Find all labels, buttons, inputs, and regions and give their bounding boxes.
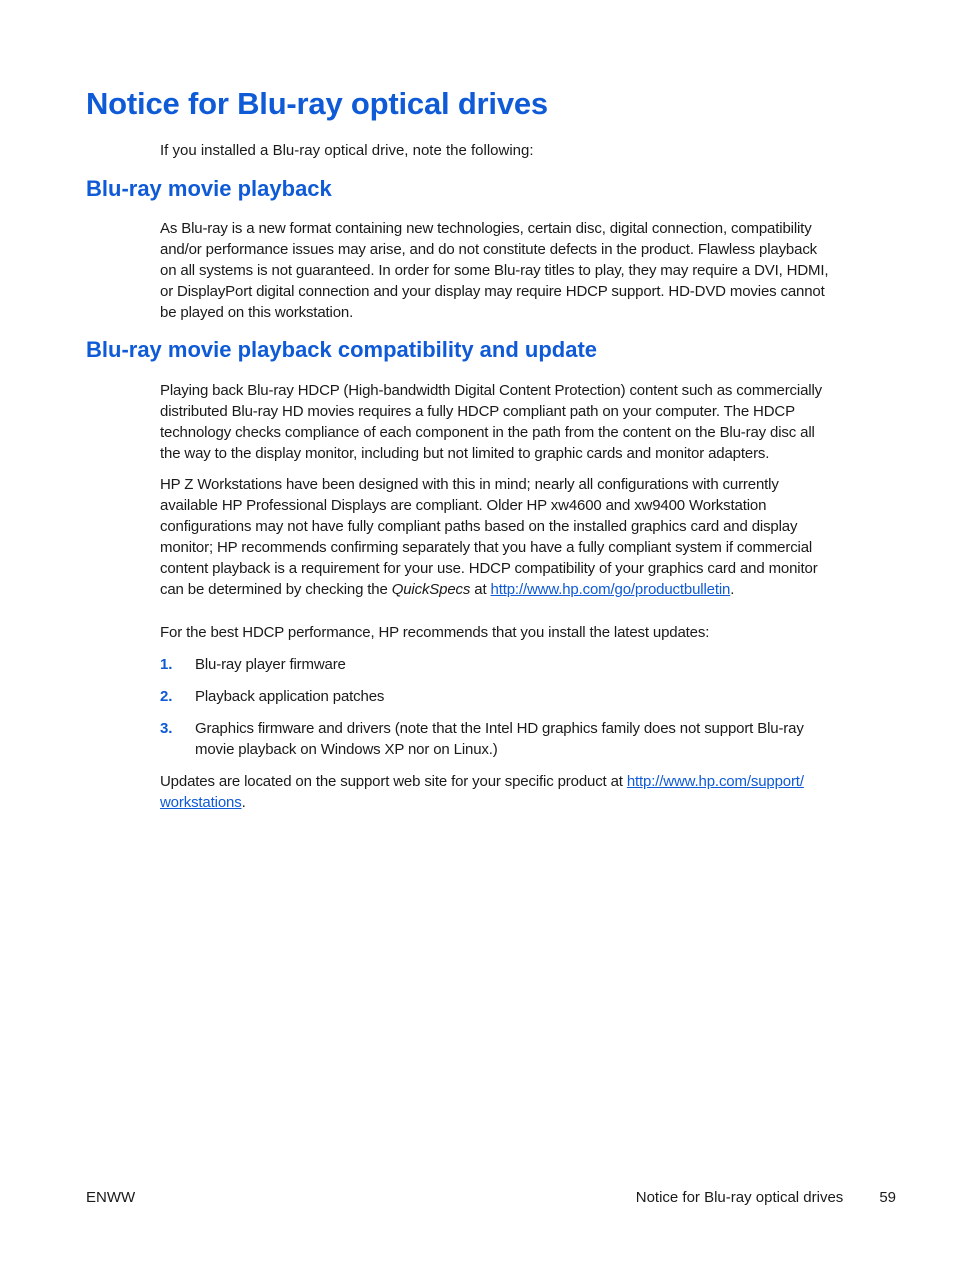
quickspecs-italic: QuickSpecs [391, 581, 471, 598]
text-line [160, 792, 880, 813]
text-fragment: at [470, 581, 491, 598]
footer-title: Notice for Blu-ray optical drives [635, 1189, 844, 1206]
text-fragment: can be determined by checking the [160, 581, 392, 598]
footer-right [636, 1189, 896, 1206]
text-line: configurations may not have fully compliant paths based on the installed graphics card and display [160, 518, 798, 535]
text-line: content playback is a requirement for your use. HDCP compatibility of your graphics card and monitor [160, 560, 818, 577]
best-performance-paragraph: For the best HDCP performance, HP recommends that you install the latest updates: [160, 624, 710, 641]
text-line: or DisplayPort digital connection and your display may require HDCP support. HD-DVD movies cannot [160, 283, 825, 300]
hdcp-paragraph [160, 380, 880, 464]
workstations-paragraph [160, 474, 880, 600]
section-heading-compatibility-and-update: Blu-ray movie playback compatibility and update [86, 337, 598, 362]
text-line: the way to the display monitor, including but not limited to graphic cards and monitor adapters. [160, 445, 770, 462]
text-line: available HP Professional Displays are compliant. Older HP xw4600 and xw9400 Workstation [160, 497, 767, 514]
text-line: technology checks compliance of each component in the path from the content on the Blu-ray disc all [160, 424, 815, 441]
step-number: 2. [160, 688, 173, 705]
text-line: be played on this workstation. [160, 304, 354, 321]
text-line: Playing back Blu-ray HDCP (High-bandwidth Digital Content Protection) content such as commercially [160, 382, 822, 399]
productbulletin-link[interactable]: http://www.hp.com/go/productbulletin [490, 581, 731, 598]
text-line: and/or performance issues may arise, and do not constitute defects in the product. Flawless playback [160, 241, 818, 258]
step-number: 3. [160, 720, 173, 737]
text-line [160, 771, 880, 792]
text-line: distributed Blu-ray HD movies requires a fully HDCP compliant path on your computer. The HDCP [160, 403, 795, 420]
step-text: Graphics firmware and drivers (note that the Intel HD graphics family does not support Blu-ray [195, 720, 804, 737]
text-line: HP Z Workstations have been designed with this in mind; nearly all configurations with currently [160, 476, 779, 493]
text-line: monitor; HP recommends confirming separately that you have a fully compliant system if commercial [160, 539, 813, 556]
step-number: 1. [160, 656, 173, 673]
support-link[interactable]: http://www.hp.com/support/ [626, 773, 804, 790]
footer-enww: ENWW [86, 1189, 136, 1206]
section1-paragraph [160, 218, 880, 323]
text-fragment: Updates are located on the support web site for your specific product at [160, 773, 627, 790]
text-line: on all systems is not guaranteed. In order for some Blu-ray titles to play, they may require a DVI, HDMI, [160, 262, 829, 279]
step-text: movie playback on Windows XP nor on Linux.) [195, 741, 498, 758]
text-line [160, 579, 880, 600]
support-link-continued[interactable]: workstations [160, 794, 242, 811]
step-text: Playback application patches [195, 688, 385, 705]
intro-text: If you installed a Blu-ray optical drive, note the following: [160, 142, 534, 159]
page-number: 59 [879, 1189, 896, 1206]
step-text: Blu-ray player firmware [195, 656, 346, 673]
text-line: As Blu-ray is a new format containing new technologies, certain disc, digital connection, compatibility [160, 220, 812, 237]
page-title: Notice for Blu-ray optical drives [86, 86, 548, 121]
text-fragment: . [730, 581, 735, 598]
updates-paragraph [160, 771, 880, 813]
text-fragment: . [241, 794, 246, 811]
section-heading-blu-ray-movie-playback: Blu-ray movie playback [86, 176, 332, 201]
